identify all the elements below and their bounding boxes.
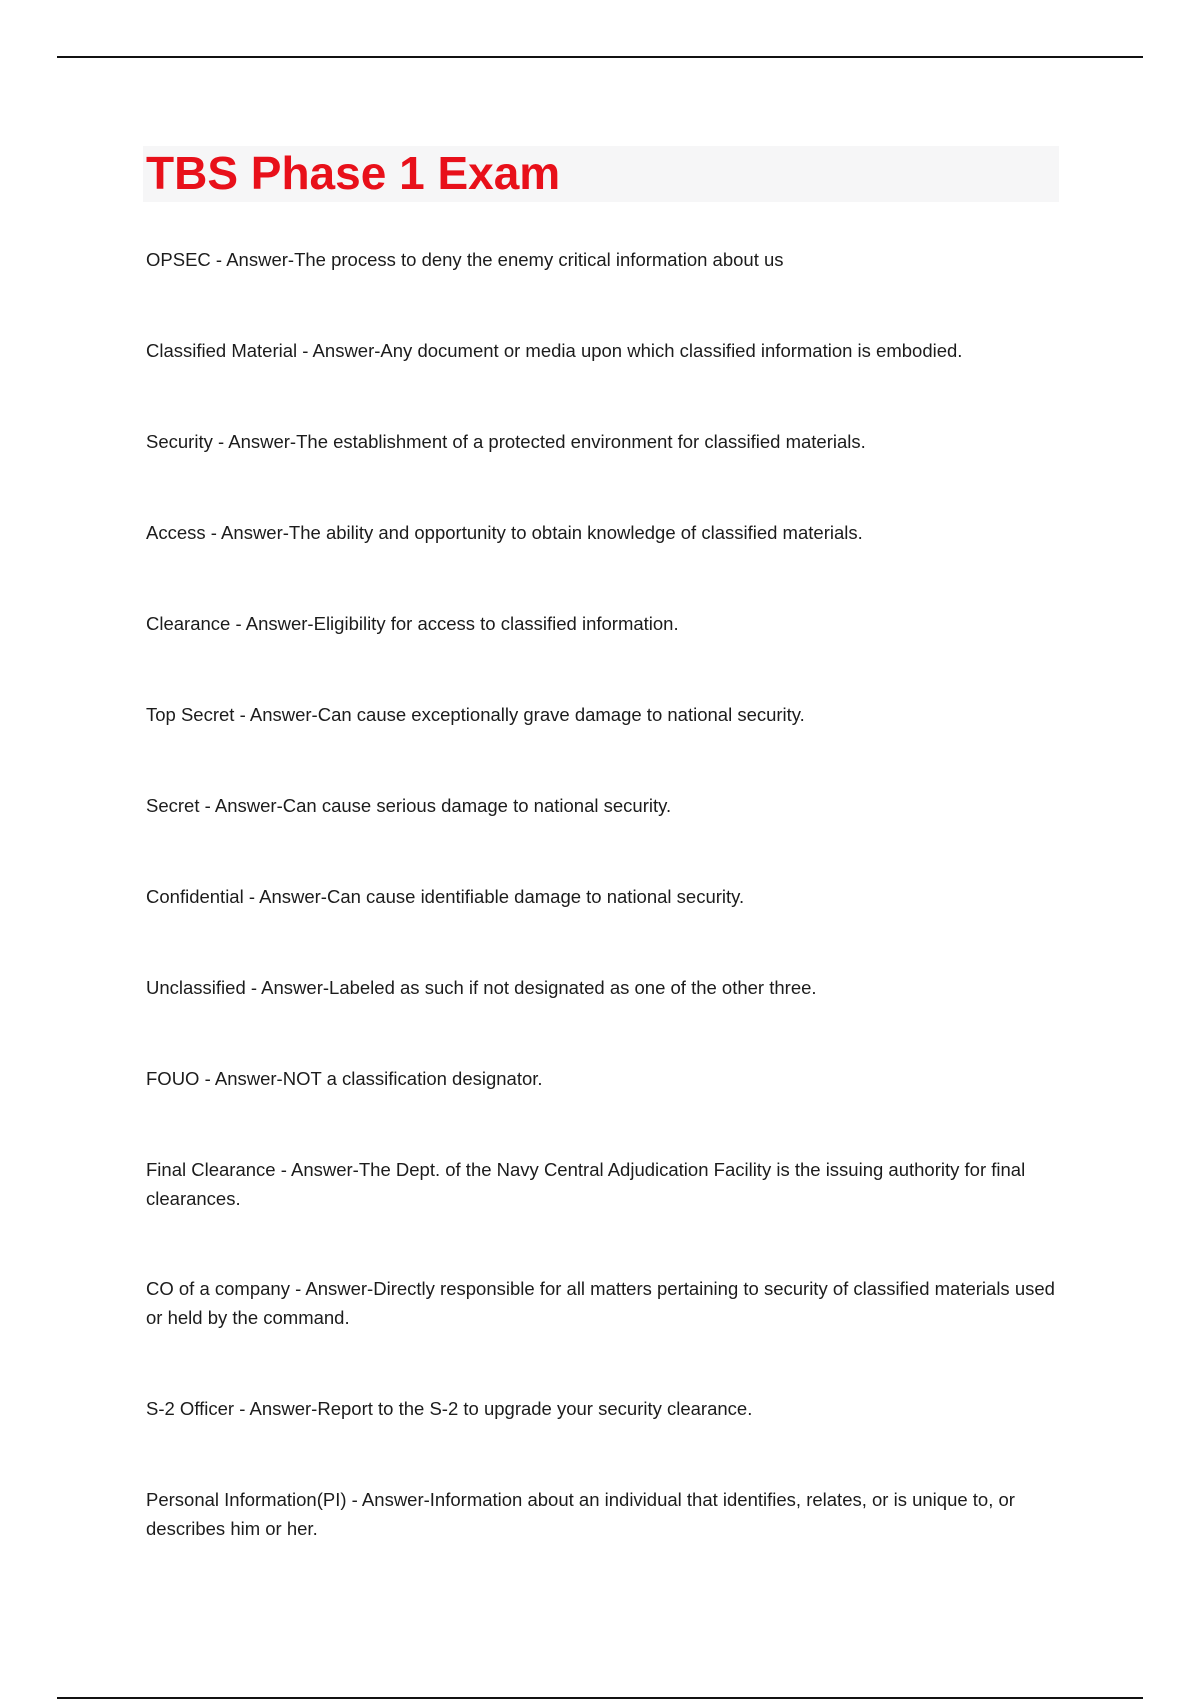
entry-term: Security (146, 431, 213, 452)
entry-separator: - Answer- (234, 1398, 318, 1419)
entry-term: Personal Information(PI) (146, 1489, 347, 1510)
entry-term: Top Secret (146, 704, 235, 725)
entry-term: CO of a company (146, 1278, 290, 1299)
entry-answer: NOT a classification designator. (282, 1068, 543, 1089)
qa-entry (146, 1394, 1066, 1423)
entry-term: Classified Material (146, 340, 298, 361)
entry-answer: Can cause exceptionally grave damage to national security. (317, 704, 805, 725)
qa-entry (146, 1274, 1066, 1332)
entry-separator: - Answer- (199, 795, 283, 816)
entry-answer: The establishment of a protected environment for classified materials. (296, 431, 866, 452)
entry-term: OPSEC (146, 249, 211, 270)
entry-answer: Information about an individual that identifies, relates, or is unique to, or describes him or her. (146, 1489, 1015, 1539)
entry-answer: The Dept. of the Navy Central Adjudication Facility is the issuing authority for final clearances. (146, 1159, 1026, 1209)
qa-entry (146, 791, 1066, 820)
entry-answer: Directly responsible for all matters pertaining to security of classified materials used or held by the command. (146, 1278, 1055, 1328)
qa-entry (146, 882, 1066, 911)
entry-separator: - Answer- (275, 1159, 359, 1180)
page-title: TBS Phase 1 Exam (146, 147, 561, 199)
top-rule (57, 56, 1143, 58)
entry-separator: - Answer- (297, 340, 381, 361)
qa-entry (146, 336, 1066, 365)
entry-separator: - Answer- (245, 977, 330, 998)
entry-separator: - Answer- (205, 522, 289, 543)
qa-entry (146, 609, 1066, 638)
qa-entry (146, 427, 1066, 456)
entry-separator: - Answer- (289, 1278, 374, 1299)
entry-answer: Can cause serious damage to national security. (282, 795, 672, 816)
entry-term: FOUO (146, 1068, 200, 1089)
entry-answer: Can cause identifiable damage to national security. (326, 886, 745, 907)
bottom-rule (57, 1697, 1143, 1699)
entry-separator: - Answer- (230, 613, 314, 634)
qa-entry (146, 1485, 1066, 1543)
entry-answer: Eligibility for access to classified information. (313, 613, 679, 634)
qa-entry (146, 1155, 1066, 1213)
entry-separator: - Answer- (212, 431, 297, 452)
qa-entry (146, 518, 1066, 547)
entry-answer: Report to the S-2 to upgrade your security clearance. (317, 1398, 753, 1419)
entry-term: Final Clearance (146, 1159, 276, 1180)
entry-term: S-2 Officer (146, 1398, 235, 1419)
entry-separator: - Answer- (199, 1068, 283, 1089)
entry-separator: - Answer- (234, 704, 318, 725)
entry-term: Secret (146, 795, 200, 816)
qa-entry (146, 700, 1066, 729)
entry-term: Clearance (146, 613, 231, 634)
entry-separator: - Answer- (243, 886, 327, 907)
entry-term: Access (146, 522, 206, 543)
qa-entry (146, 973, 1066, 1002)
entry-term: Confidential (146, 886, 244, 907)
entry-answer: Labeled as such if not designated as one of the other three. (329, 977, 817, 998)
entry-term: Unclassified (146, 977, 246, 998)
entry-answer: The process to deny the enemy critical information about us (294, 249, 784, 270)
entry-answer: Any document or media upon which classified information is embodied. (380, 340, 963, 361)
entry-separator: - Answer- (210, 249, 295, 270)
qa-entry (146, 245, 1066, 274)
entry-separator: - Answer- (346, 1489, 430, 1510)
entry-answer: The ability and opportunity to obtain knowledge of classified materials. (288, 522, 863, 543)
qa-entry (146, 1064, 1066, 1093)
